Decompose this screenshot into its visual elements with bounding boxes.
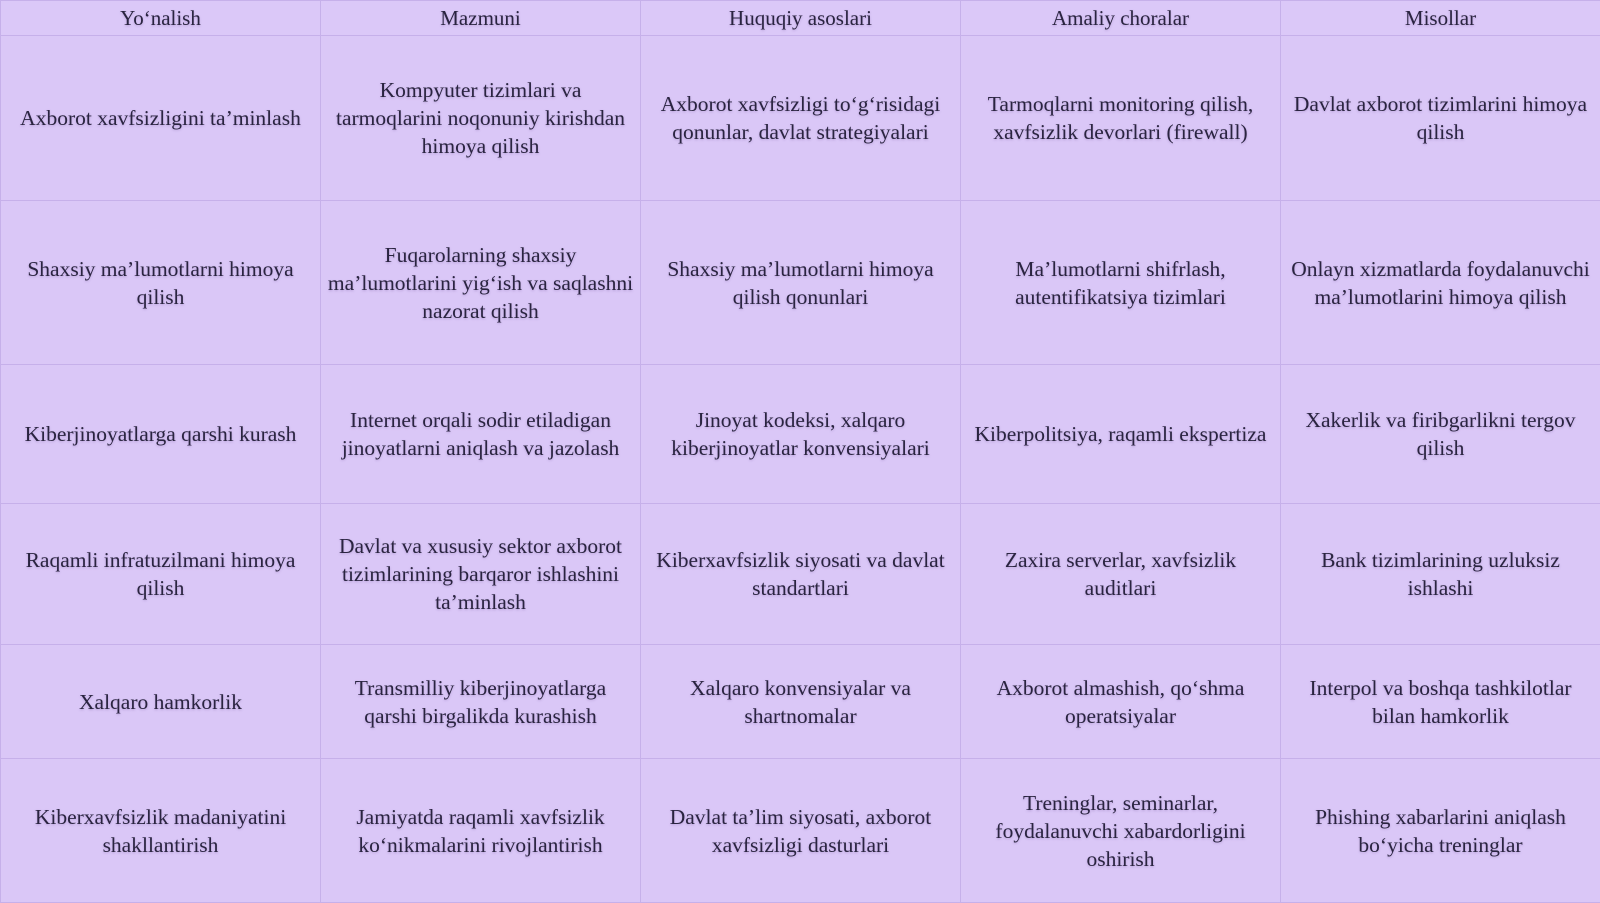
table-cell: Axborot xavfsizligi to‘g‘risidagi qonunlar, davlat strategiyalari — [641, 36, 961, 201]
table-cell: Onlayn xizmatlarda foydalanuvchi ma’lumotlarini himoya qilish — [1281, 201, 1600, 365]
table-cell: Shaxsiy ma’lumotlarni himoya qilish qonunlari — [641, 201, 961, 365]
table-row — [1, 201, 1600, 365]
table-cell: Zaxira serverlar, xavfsizlik auditlari — [961, 504, 1281, 645]
table-cell: Xakerlik va firibgarlikni tergov qilish — [1281, 365, 1600, 504]
table-cell: Davlat ta’lim siyosati, axborot xavfsizligi dasturlari — [641, 759, 961, 903]
table-cell: Phishing xabarlarini aniqlash bo‘yicha treninglar — [1281, 759, 1600, 903]
table-cell: Tarmoqlarni monitoring qilish, xavfsizlik devorlari (firewall) — [961, 36, 1281, 201]
table-row — [1, 365, 1600, 504]
table-cell: Internet orqali sodir etiladigan jinoyatlarni aniqlash va jazolash — [321, 365, 641, 504]
table-row — [1, 645, 1600, 759]
table-cell: Kiberpolitsiya, raqamli ekspertiza — [961, 365, 1281, 504]
table-row — [1, 504, 1600, 645]
table-cell: Kompyuter tizimlari va tarmoqlarini noqonuniy kirishdan himoya qilish — [321, 36, 641, 201]
table-cell: Kiberxavfsizlik siyosati va davlat standartlari — [641, 504, 961, 645]
table-cell: Kiberxavfsizlik madaniyatini shakllantirish — [1, 759, 321, 903]
header-mazmuni: Mazmuni — [321, 1, 641, 36]
table-cell: Treninglar, seminarlar, foydalanuvchi xabardorligini oshirish — [961, 759, 1281, 903]
header-yonalish: Yo‘nalish — [1, 1, 321, 36]
table-cell: Ma’lumotlarni shifrlash, autentifikatsiya tizimlari — [961, 201, 1281, 365]
table-cell: Interpol va boshqa tashkilotlar bilan hamkorlik — [1281, 645, 1600, 759]
table-cell: Axborot almashish, qo‘shma operatsiyalar — [961, 645, 1281, 759]
table-cell: Davlat va xususiy sektor axborot tizimlarining barqaror ishlashini ta’minlash — [321, 504, 641, 645]
table-cell: Jamiyatda raqamli xavfsizlik ko‘nikmalarini rivojlantirish — [321, 759, 641, 903]
table-cell: Fuqarolarning shaxsiy ma’lumotlarini yig‘ish va saqlashni nazorat qilish — [321, 201, 641, 365]
table-cell: Davlat axborot tizimlarini himoya qilish — [1281, 36, 1600, 201]
table-cell: Kiberjinoyatlarga qarshi kurash — [1, 365, 321, 504]
table-cell: Axborot xavfsizligini ta’minlash — [1, 36, 321, 201]
table-row — [1, 36, 1600, 201]
table-cell: Shaxsiy ma’lumotlarni himoya qilish — [1, 201, 321, 365]
header-row — [1, 1, 1600, 36]
table-cell: Raqamli infratuzilmani himoya qilish — [1, 504, 321, 645]
header-huquqiy-asoslari: Huquqiy asoslari — [641, 1, 961, 36]
table-cell: Bank tizimlarining uzluksiz ishlashi — [1281, 504, 1600, 645]
table-row — [1, 759, 1600, 903]
table-cell: Xalqaro hamkorlik — [1, 645, 321, 759]
header-misollar: Misollar — [1281, 1, 1600, 36]
header-amaliy-choralar: Amaliy choralar — [961, 1, 1281, 36]
table-cell: Transmilliy kiberjinoyatlarga qarshi birgalikda kurashish — [321, 645, 641, 759]
table-cell: Xalqaro konvensiyalar va shartnomalar — [641, 645, 961, 759]
table-cell: Jinoyat kodeksi, xalqaro kiberjinoyatlar konvensiyalari — [641, 365, 961, 504]
